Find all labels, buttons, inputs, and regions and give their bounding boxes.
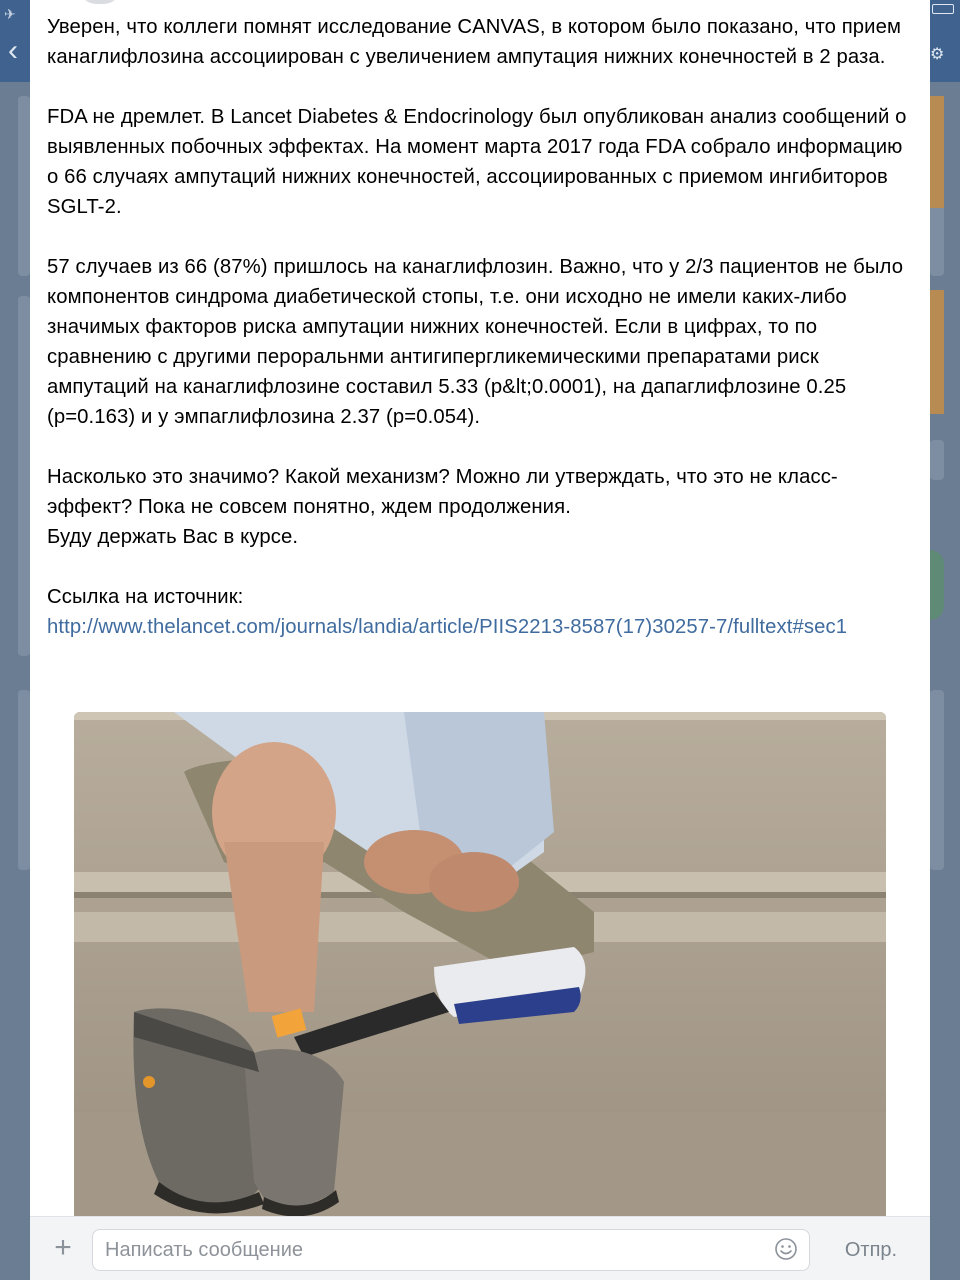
back-chevron-icon: ‹	[8, 34, 18, 67]
background-thumbnail	[930, 290, 944, 414]
airplane-icon: ✈	[4, 6, 16, 22]
prosthetic-leg-illustration	[74, 712, 886, 1220]
post-modal	[30, 0, 930, 1280]
post-body	[47, 12, 917, 642]
battery-icon	[932, 4, 954, 14]
post-photo[interactable]	[74, 712, 886, 1220]
plus-icon[interactable]: +	[54, 1231, 72, 1264]
author-avatar[interactable]	[80, 0, 120, 4]
post-paragraph: FDA не дремлет. В Lancet Diabetes & Endocrinology был опубликован анализ сообщений о выявленных побочных эффектах. На момент марта 2017 года FDA собрало информацию о 66 случаях ампутаций нижних конечностей, ассоциированных с приемом ингибиторов SGLT-2.	[47, 106, 907, 218]
post-source-block	[47, 582, 917, 642]
gear-icon: ⚙	[930, 46, 945, 63]
post-question-block	[47, 462, 917, 552]
background-card	[18, 296, 30, 656]
message-composer	[30, 1216, 930, 1280]
background-card	[930, 440, 944, 480]
background-card	[18, 96, 30, 276]
source-label: Ссылка на источник:	[47, 586, 244, 608]
smiley-icon[interactable]	[774, 1237, 798, 1261]
send-button[interactable]: Отпр.	[826, 1229, 916, 1271]
source-link[interactable]: http://www.thelancet.com/journals/landia/article/PIIS2213-8587(17)30257-7/fulltext#sec1	[47, 616, 848, 638]
background-avatar	[930, 550, 944, 620]
background-thumbnail	[930, 96, 944, 208]
post-question-text: Насколько это значимо? Какой механизм? Можно ли утверждать, что это не класс-эффект? Пока не совсем понятно, ждем продолжения.	[47, 466, 838, 518]
post-closing-text: Буду держать Вас в курсе.	[47, 526, 299, 548]
background-card	[930, 690, 944, 870]
message-input[interactable]	[92, 1229, 810, 1271]
background-card	[18, 690, 30, 870]
post-paragraph: 57 случаев из 66 (87%) пришлось на канаглифлозин. Важно, что у 2/3 пациентов не было компонентов синдрома диабетической стопы, т.е. они исходно не имели каких-либо значимых факторов риска ампутации нижних конечностей. Если в цифрах, то по сравнению с другими пероральнми антигипергликемическими препаратами риск ампутаций на канаглифлозине составил 5.33 (p&lt;0.0001), на дапаглифлозине 0.25 (p=0.163) и у эмпаглифлозина 2.37 (p=0.054).	[47, 256, 904, 428]
post-paragraph: Уверен, что коллеги помнят исследование CANVAS, в котором было показано, что прием канаглифлозина ассоциирован с увеличением ампутация нижних конечностей в 2 раза.	[47, 16, 902, 68]
